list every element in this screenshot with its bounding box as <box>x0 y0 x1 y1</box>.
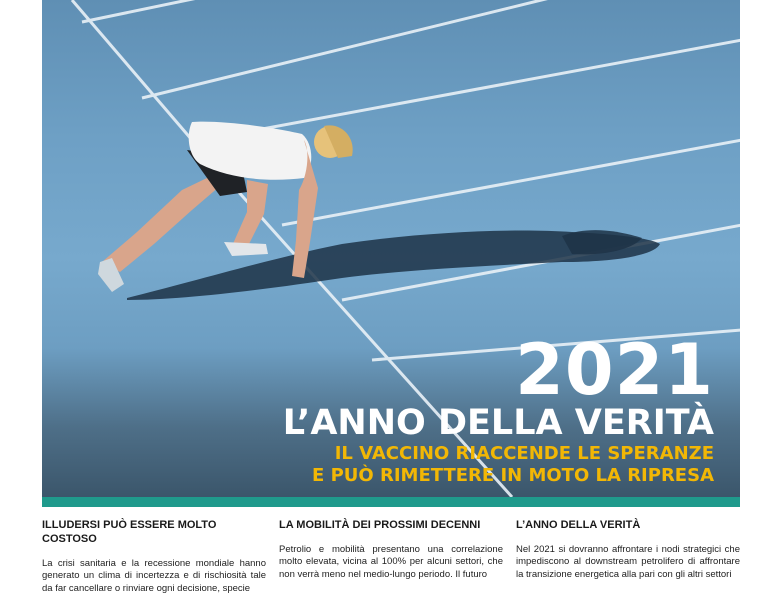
article-heading: LA MOBILITÀ DEI PROSSIMI DECENNI <box>279 519 481 531</box>
article-body: Petrolio e mobilità presentano una correlazione molto elevata, vicina al 100% per alcuni settori, che non verrà meno nel medio-lungo periodo. Il futuro <box>279 544 503 580</box>
headline-block <box>282 329 714 487</box>
article-column-2 <box>279 518 503 581</box>
hero-photo <box>42 0 740 497</box>
article-column-1 <box>42 518 266 595</box>
headline-subtitle-line1: IL VACCINO RIACCENDE LE SPERANZE <box>334 443 714 464</box>
article-heading: ILLUDERSI PUÒ ESSERE MOLTO COSTOSO <box>42 519 217 545</box>
article-heading: L’ANNO DELLA VERITÀ <box>516 519 641 531</box>
article-body: La crisi sanitaria e la recessione mondiale hanno generato un clima di incertezza e di rischiosità tale da far cancellare o rinviare ogni decisione, specie <box>42 558 266 594</box>
headline-subtitle-line2: E PUÒ RIMETTERE IN MOTO LA RIPRESA <box>312 465 714 486</box>
headline-title: L’ANNO DELLA VERITÀ <box>282 403 714 443</box>
article-body: Nel 2021 si dovranno affrontare i nodi strategici che impediscono al downstream petrolifero di affrontare la transizione energetica alla pari con gli altri settori <box>516 544 740 580</box>
accent-divider <box>42 497 740 507</box>
article-column-3 <box>516 518 740 581</box>
headline-year: 2021 <box>515 329 714 411</box>
